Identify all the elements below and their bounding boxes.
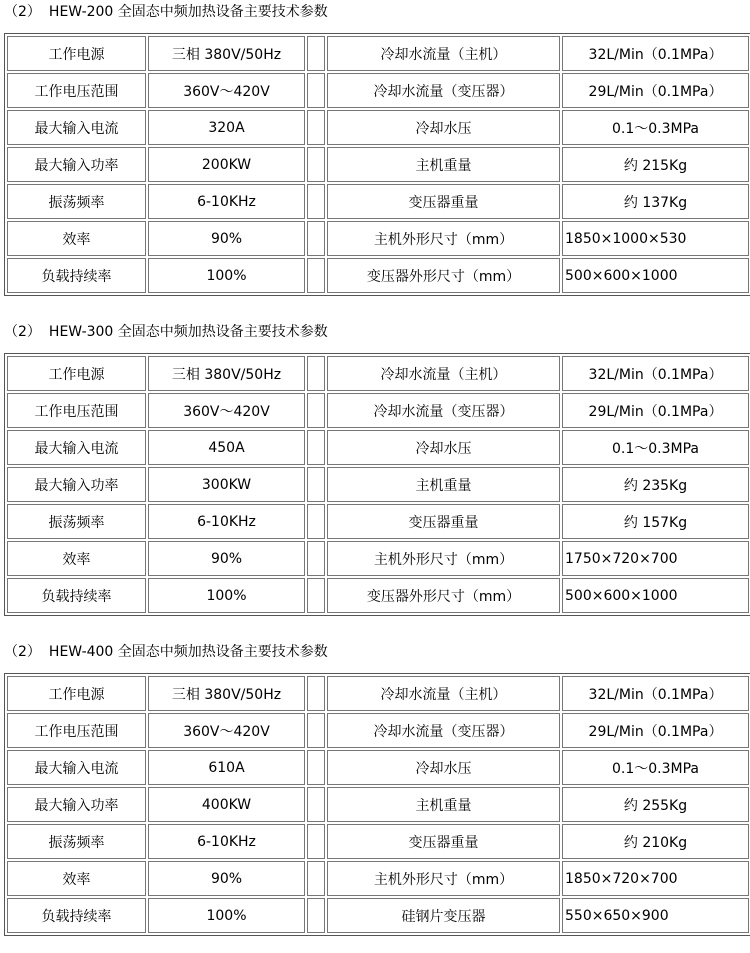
param-label: 硅钢片变压器: [327, 898, 560, 933]
param-label: 效率: [7, 221, 146, 256]
column-gap: [307, 541, 325, 576]
param-value: 90%: [148, 541, 305, 576]
param-label: 冷却水流量（主机）: [327, 356, 560, 391]
param-label: 变压器外形尺寸（mm）: [327, 578, 560, 613]
param-value: 0.1～0.3MPa: [562, 430, 749, 465]
param-label: 振荡频率: [7, 504, 146, 539]
table-row: [7, 184, 749, 219]
param-label: 冷却水压: [327, 110, 560, 145]
param-value: 32L/Min（0.1MPa）: [562, 676, 749, 711]
param-label: 效率: [7, 861, 146, 896]
column-gap: [307, 861, 325, 896]
param-value: 300KW: [148, 467, 305, 502]
param-value: 100%: [148, 258, 305, 293]
param-label: 工作电源: [7, 676, 146, 711]
param-label: 主机重量: [327, 467, 560, 502]
column-gap: [307, 467, 325, 502]
spec-table-body: [7, 676, 749, 933]
spec-table-body: [7, 36, 749, 293]
column-gap: [307, 713, 325, 748]
param-value: 500×600×1000: [562, 578, 749, 613]
column-gap: [307, 787, 325, 822]
table-row: [7, 898, 749, 933]
spec-table: [4, 673, 750, 936]
column-gap: [307, 578, 325, 613]
param-label: 负载持续率: [7, 898, 146, 933]
param-label: 主机外形尺寸（mm）: [327, 861, 560, 896]
param-value: 三相 380V/50Hz: [148, 356, 305, 391]
param-label: 振荡频率: [7, 824, 146, 859]
table-row: [7, 73, 749, 108]
table-row: [7, 750, 749, 785]
param-label: 主机外形尺寸（mm）: [327, 221, 560, 256]
param-label: 冷却水流量（主机）: [327, 676, 560, 711]
param-label: 变压器重量: [327, 184, 560, 219]
param-value: 6-10KHz: [148, 824, 305, 859]
param-value: 约 157Kg: [562, 504, 749, 539]
param-value: 约 255Kg: [562, 787, 749, 822]
param-value: 1850×1000×530: [562, 221, 749, 256]
column-gap: [307, 676, 325, 711]
table-row: [7, 467, 749, 502]
column-gap: [307, 504, 325, 539]
param-value: 约 137Kg: [562, 184, 749, 219]
table-row: [7, 504, 749, 539]
param-label: 最大输入功率: [7, 147, 146, 182]
spec-table: [4, 33, 750, 296]
param-value: 450A: [148, 430, 305, 465]
param-label: 最大输入功率: [7, 787, 146, 822]
column-gap: [307, 824, 325, 859]
table-row: [7, 861, 749, 896]
param-label: 冷却水流量（主机）: [327, 36, 560, 71]
column-gap: [307, 356, 325, 391]
table-row: [7, 713, 749, 748]
column-gap: [307, 147, 325, 182]
param-value: 6-10KHz: [148, 184, 305, 219]
column-gap: [307, 184, 325, 219]
table-row: [7, 110, 749, 145]
section-title: HEW-400 全固态中频加热设备主要技术参数: [48, 644, 328, 660]
param-value: 约 215Kg: [562, 147, 749, 182]
param-value: 0.1～0.3MPa: [562, 110, 749, 145]
param-value: 90%: [148, 861, 305, 896]
table-row: [7, 258, 749, 293]
param-label: 最大输入电流: [7, 110, 146, 145]
table-row: [7, 578, 749, 613]
spec-table: [4, 353, 750, 616]
param-label: 最大输入电流: [7, 430, 146, 465]
param-value: 29L/Min（0.1MPa）: [562, 73, 749, 108]
param-label: 负载持续率: [7, 258, 146, 293]
param-value: 400KW: [148, 787, 305, 822]
param-value: 29L/Min（0.1MPa）: [562, 713, 749, 748]
param-label: 变压器外形尺寸（mm）: [327, 258, 560, 293]
param-label: 主机重量: [327, 787, 560, 822]
param-label: 冷却水流量（变压器）: [327, 713, 560, 748]
param-label: 工作电压范围: [7, 713, 146, 748]
param-value: 29L/Min（0.1MPa）: [562, 393, 749, 428]
param-value: 90%: [148, 221, 305, 256]
param-value: 32L/Min（0.1MPa）: [562, 356, 749, 391]
param-label: 最大输入功率: [7, 467, 146, 502]
param-label: 工作电压范围: [7, 73, 146, 108]
column-gap: [307, 258, 325, 293]
column-gap: [307, 750, 325, 785]
table-row: [7, 356, 749, 391]
param-label: 冷却水压: [327, 750, 560, 785]
table-row: [7, 676, 749, 711]
param-value: 320A: [148, 110, 305, 145]
param-label: 振荡频率: [7, 184, 146, 219]
param-label: 工作电源: [7, 356, 146, 391]
param-label: 工作电压范围: [7, 393, 146, 428]
param-value: 610A: [148, 750, 305, 785]
param-value: 三相 380V/50Hz: [148, 36, 305, 71]
param-label: 变压器重量: [327, 824, 560, 859]
param-value: 约 235Kg: [562, 467, 749, 502]
column-gap: [307, 393, 325, 428]
param-label: 效率: [7, 541, 146, 576]
section-heading: [4, 0, 328, 24]
table-row: [7, 36, 749, 71]
table-row: [7, 221, 749, 256]
param-label: 冷却水压: [327, 430, 560, 465]
spec-table-body: [7, 356, 749, 613]
param-value: 500×600×1000: [562, 258, 749, 293]
param-value: 1750×720×700: [562, 541, 749, 576]
table-row: [7, 824, 749, 859]
param-label: 变压器重量: [327, 504, 560, 539]
section-title: HEW-300 全固态中频加热设备主要技术参数: [48, 324, 328, 340]
param-label: 冷却水流量（变压器）: [327, 73, 560, 108]
param-label: 主机重量: [327, 147, 560, 182]
param-value: 360V～420V: [148, 713, 305, 748]
param-value: 360V～420V: [148, 73, 305, 108]
param-value: 100%: [148, 898, 305, 933]
section-heading: [4, 640, 328, 664]
column-gap: [307, 221, 325, 256]
param-label: 工作电源: [7, 36, 146, 71]
section-number: （2）: [4, 644, 41, 660]
param-value: 约 210Kg: [562, 824, 749, 859]
column-gap: [307, 898, 325, 933]
param-value: 32L/Min（0.1MPa）: [562, 36, 749, 71]
param-value: 100%: [148, 578, 305, 613]
param-value: 200KW: [148, 147, 305, 182]
param-label: 最大输入电流: [7, 750, 146, 785]
param-label: 主机外形尺寸（mm）: [327, 541, 560, 576]
param-value: 三相 380V/50Hz: [148, 676, 305, 711]
param-value: 6-10KHz: [148, 504, 305, 539]
section-number: （2）: [4, 324, 41, 340]
param-value: 1850×720×700: [562, 861, 749, 896]
column-gap: [307, 110, 325, 145]
table-row: [7, 541, 749, 576]
table-row: [7, 430, 749, 465]
param-label: 负载持续率: [7, 578, 146, 613]
param-value: 550×650×900: [562, 898, 749, 933]
param-label: 冷却水流量（变压器）: [327, 393, 560, 428]
column-gap: [307, 73, 325, 108]
param-value: 360V～420V: [148, 393, 305, 428]
param-value: 0.1～0.3MPa: [562, 750, 749, 785]
column-gap: [307, 36, 325, 71]
table-row: [7, 393, 749, 428]
column-gap: [307, 430, 325, 465]
section-heading: [4, 320, 328, 344]
table-row: [7, 787, 749, 822]
section-title: HEW-200 全固态中频加热设备主要技术参数: [48, 4, 328, 20]
section-number: （2）: [4, 4, 41, 20]
table-row: [7, 147, 749, 182]
